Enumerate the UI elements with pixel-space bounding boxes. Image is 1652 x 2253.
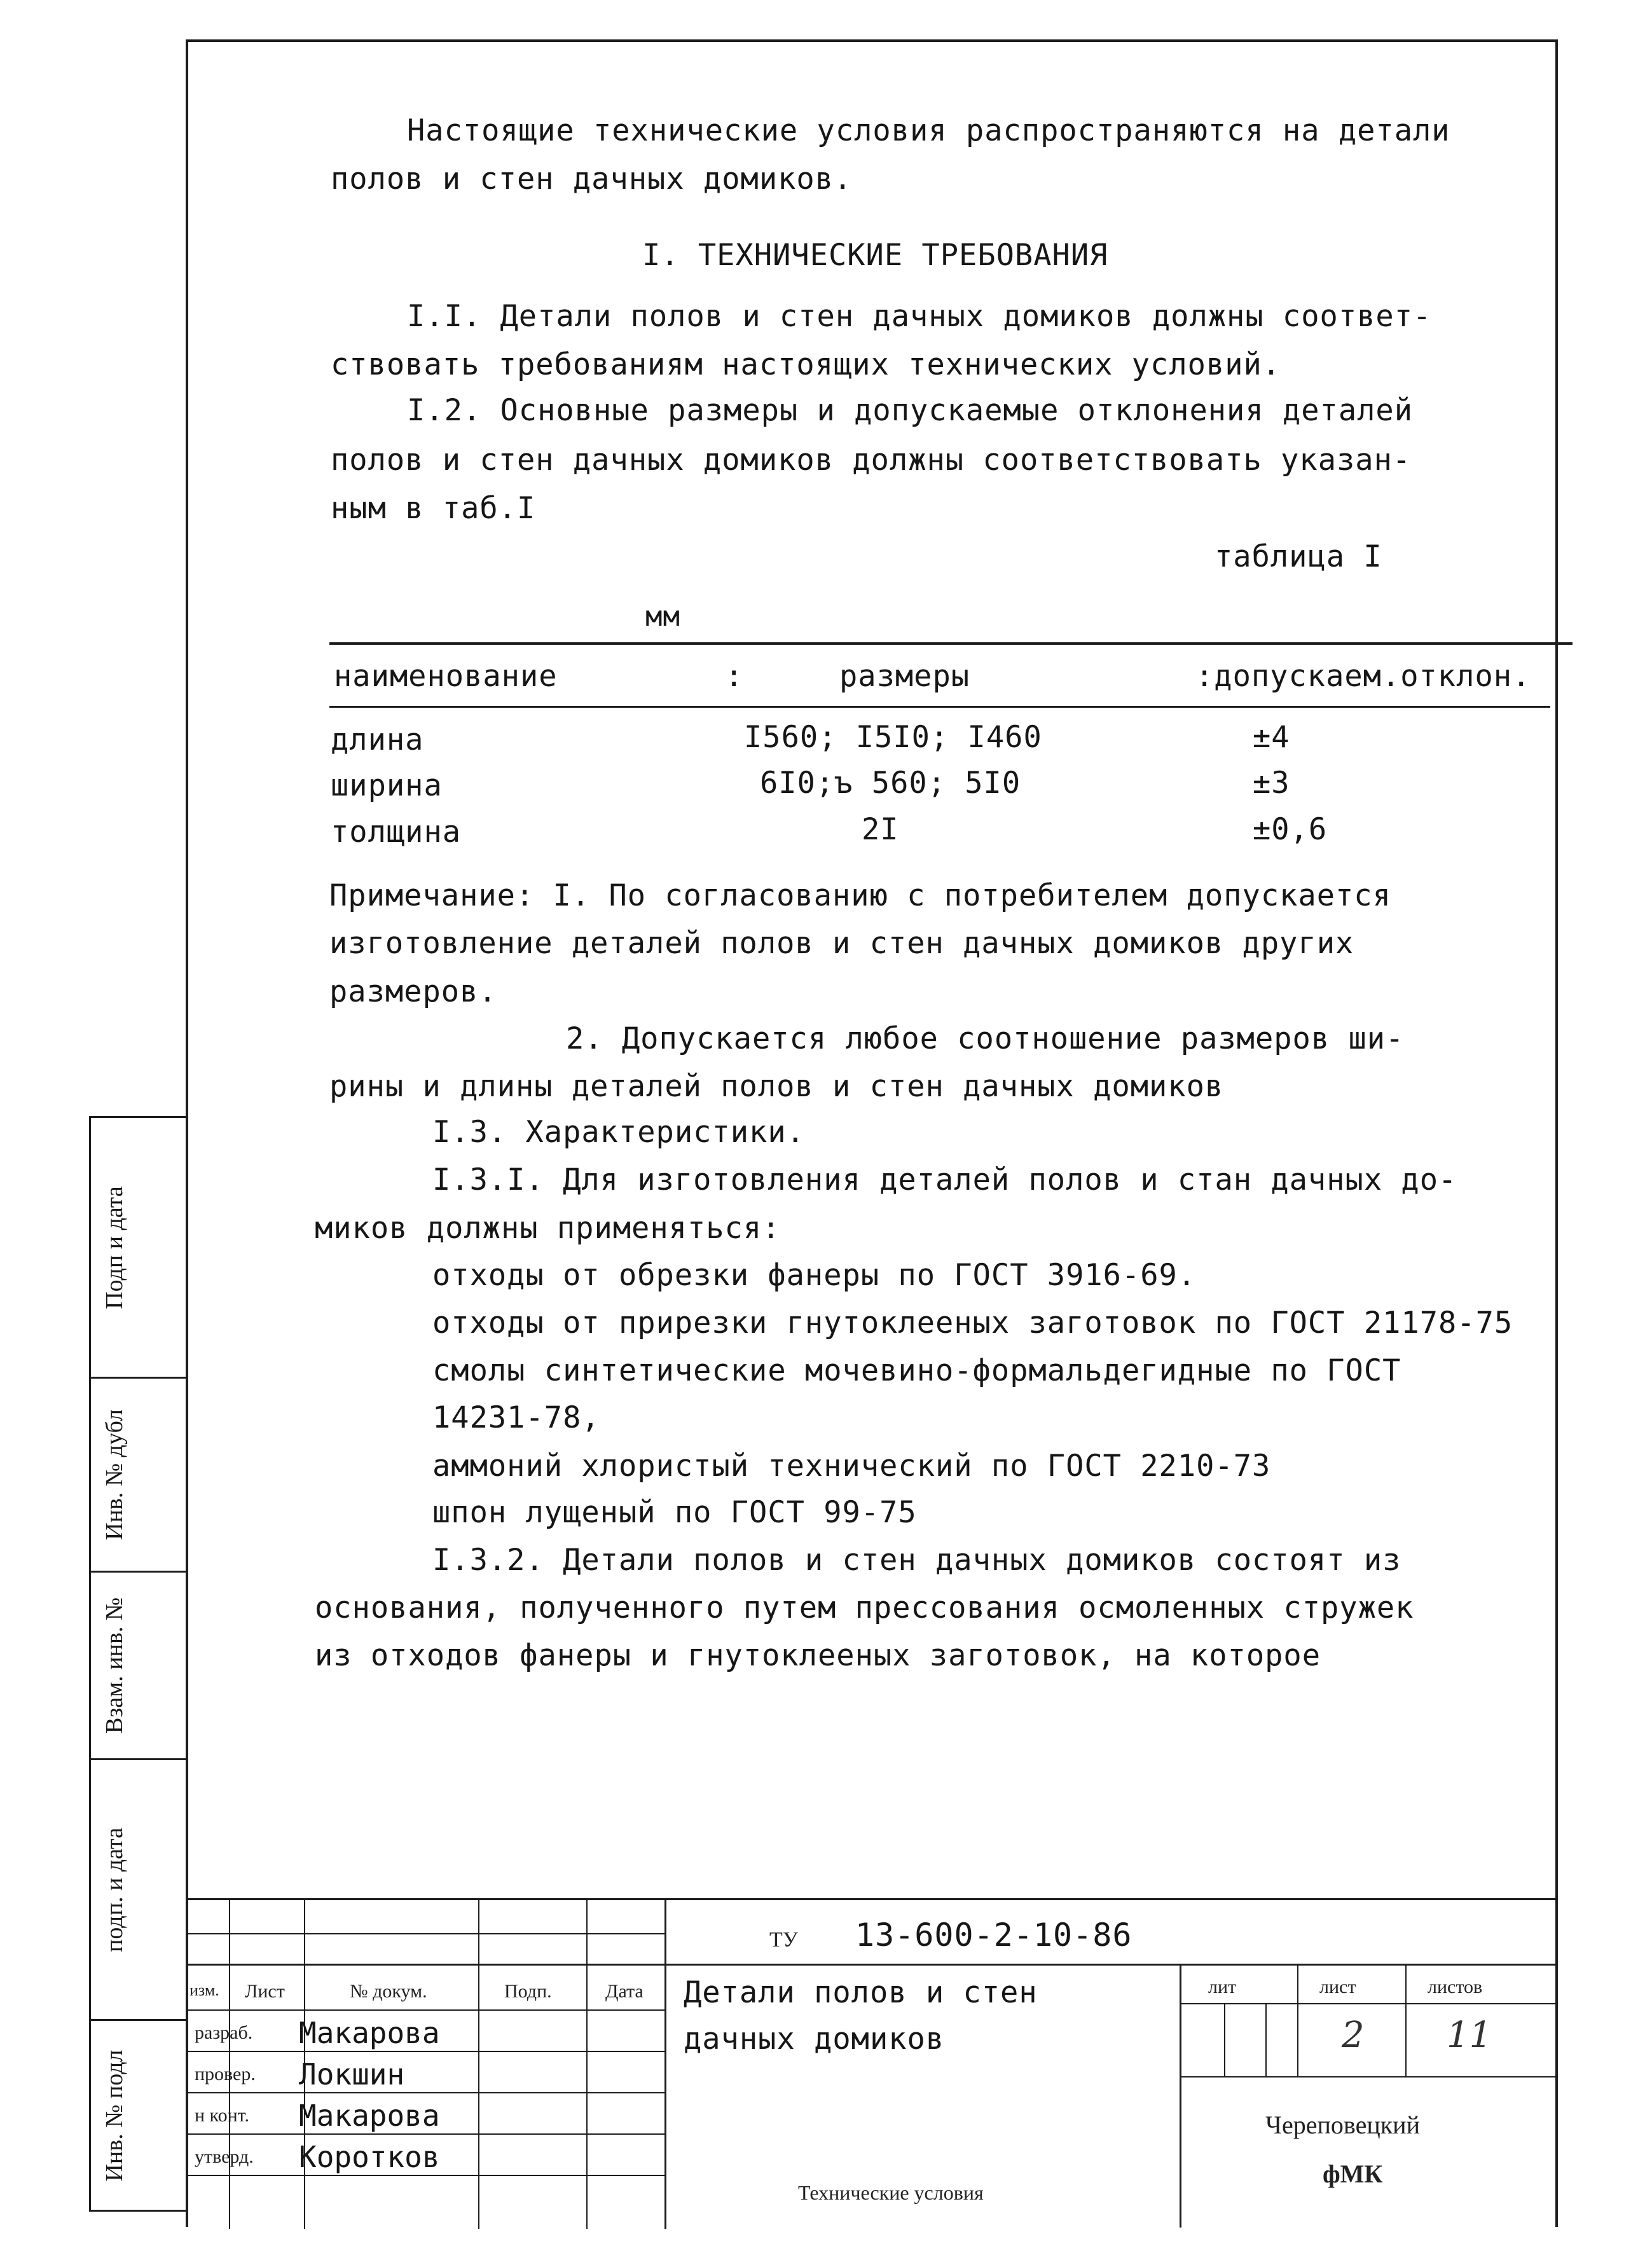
table-header-sep: : — [725, 659, 744, 694]
note-line-5: рины и длины деталей полов и стен дачных домиков — [329, 1069, 1224, 1104]
p1-3-1-line-2: миков должны применяться: — [315, 1211, 781, 1246]
name-norm-control: Макарова — [299, 2098, 440, 2133]
material-item: смолы синтетические мочевино-формальдегидные по ГОСТ — [432, 1353, 1401, 1388]
col-header-sheet: Лист — [245, 1981, 285, 2002]
col-header-date: Дата — [605, 1981, 644, 2002]
table-header-tolerance: :допускаем.отклон. — [1195, 659, 1531, 694]
p1-2-line-2: полов и стен дачных домиков должны соответствовать указан- — [331, 443, 1412, 478]
org-line-2: фМК — [1323, 2160, 1383, 2188]
stamp-subtitle: Технические условия — [798, 2181, 984, 2204]
side-label-inv-orig: Инв. № подл — [101, 2049, 128, 2182]
side-label-inv-dup: Инв. № дубл — [101, 1409, 128, 1540]
sheets-label: листов — [1428, 1976, 1483, 1997]
role-developer: разраб. — [195, 2022, 253, 2043]
table-unit: мм — [645, 600, 680, 633]
table-top-rule — [329, 642, 1573, 645]
note-line-1: Примечание: I. По согласованию с потребителем допускается — [329, 878, 1391, 913]
lit-label: лит — [1208, 1976, 1237, 1997]
name-developer: Макарова — [299, 2016, 440, 2050]
org-line-1: Череповецкий — [1265, 2111, 1420, 2139]
doc-code: 13-600-2-10-86 — [855, 1917, 1132, 1953]
name-approver: Коротков — [299, 2140, 440, 2174]
sheet-number: 2 — [1342, 2015, 1365, 2056]
p1-2-line-3: ным в таб.I — [331, 491, 536, 526]
table-header-sizes: размеры — [839, 659, 970, 694]
sheets-total: 11 — [1447, 2015, 1492, 2056]
row-sizes: I560; I5I0; I460 — [744, 720, 1042, 755]
row-name: длина — [331, 722, 424, 757]
intro-line-1: Настоящие технические условия распространяются на детали — [407, 113, 1450, 148]
p1-2-line-1: I.2. Основные размеры и допускаемые отклонения деталей — [407, 393, 1414, 428]
p1-1-line-1: I.I. Детали полов и стен дачных домиков должны соответ- — [407, 299, 1432, 334]
name-checker: Локшин — [299, 2057, 405, 2091]
col-header-doc-no: № докум. — [350, 1981, 427, 2002]
p1-3-2-line-3: из отходов фанеры и гнутоклееных заготовок, на которое — [315, 1638, 1321, 1673]
table-header-name: наименование — [334, 659, 558, 694]
role-checker: провер. — [195, 2064, 256, 2084]
row-tolerance: ±3 — [1253, 766, 1290, 801]
p1-3-heading: I.3. Характеристики. — [432, 1115, 805, 1150]
note-line-3: размеров. — [329, 974, 497, 1009]
frame-top — [188, 39, 1558, 42]
role-approver: утверд. — [195, 2146, 254, 2167]
material-item: 14231-78, — [432, 1400, 600, 1435]
row-tolerance: ±4 — [1253, 720, 1290, 755]
side-label-replace-inv: Взам. инв. № — [101, 1597, 128, 1734]
p1-3-2-line-1: I.3.2. Детали полов и стен дачных домиков состоят из — [432, 1543, 1401, 1578]
intro-line-2: полов и стен дачных домиков. — [331, 162, 853, 196]
row-name: толщина — [331, 815, 462, 850]
row-sizes: 2I — [862, 812, 899, 847]
sheet-label: лист — [1319, 1976, 1356, 1997]
role-norm-control: н конт. — [195, 2105, 250, 2126]
stamp-title-line-1: Детали полов и стен — [684, 1975, 1038, 2010]
note-line-4: 2. Допускается любое соотношение размеров ши- — [566, 1021, 1405, 1056]
row-sizes: 6I0;ъ 560; 5I0 — [760, 766, 1021, 801]
table-header-rule — [329, 706, 1550, 708]
material-item: отходы от обрезки фанеры по ГОСТ 3916-69. — [432, 1258, 1197, 1293]
side-label-sign-date-2: подп. и дата — [101, 1827, 128, 1952]
note-line-2: изготовление деталей полов и стен дачных домиков других — [329, 926, 1354, 961]
p1-3-2-line-2: основания, полученного путем прессования осмоленных стружек — [315, 1590, 1414, 1625]
col-header-sign: Подп. — [504, 1981, 552, 2002]
material-item: шпон лущеный по ГОСТ 99-75 — [432, 1495, 917, 1530]
side-label-sign-date: Подп и дата — [101, 1185, 128, 1309]
row-name: ширина — [331, 768, 443, 803]
row-tolerance: ±0,6 — [1253, 812, 1328, 847]
table-caption: таблица I — [1215, 539, 1382, 574]
doc-prefix: ТУ — [769, 1928, 798, 1952]
p1-1-line-2: ствовать требованиям настоящих технических условий. — [331, 347, 1281, 382]
material-item: аммоний хлористый технический по ГОСТ 2210-73 — [432, 1449, 1271, 1484]
section-heading: I. ТЕХНИЧЕСКИЕ ТРЕБОВАНИЯ — [642, 238, 1108, 273]
p1-3-1-line-1: I.3.I. Для изготовления деталей полов и стан дачных до- — [432, 1162, 1457, 1197]
col-header-change: изм. — [189, 1981, 219, 1999]
stamp-title-line-2: дачных домиков — [684, 2022, 945, 2057]
material-item: отходы от прирезки гнутоклееных заготовок по ГОСТ 21178-75 — [432, 1306, 1513, 1340]
